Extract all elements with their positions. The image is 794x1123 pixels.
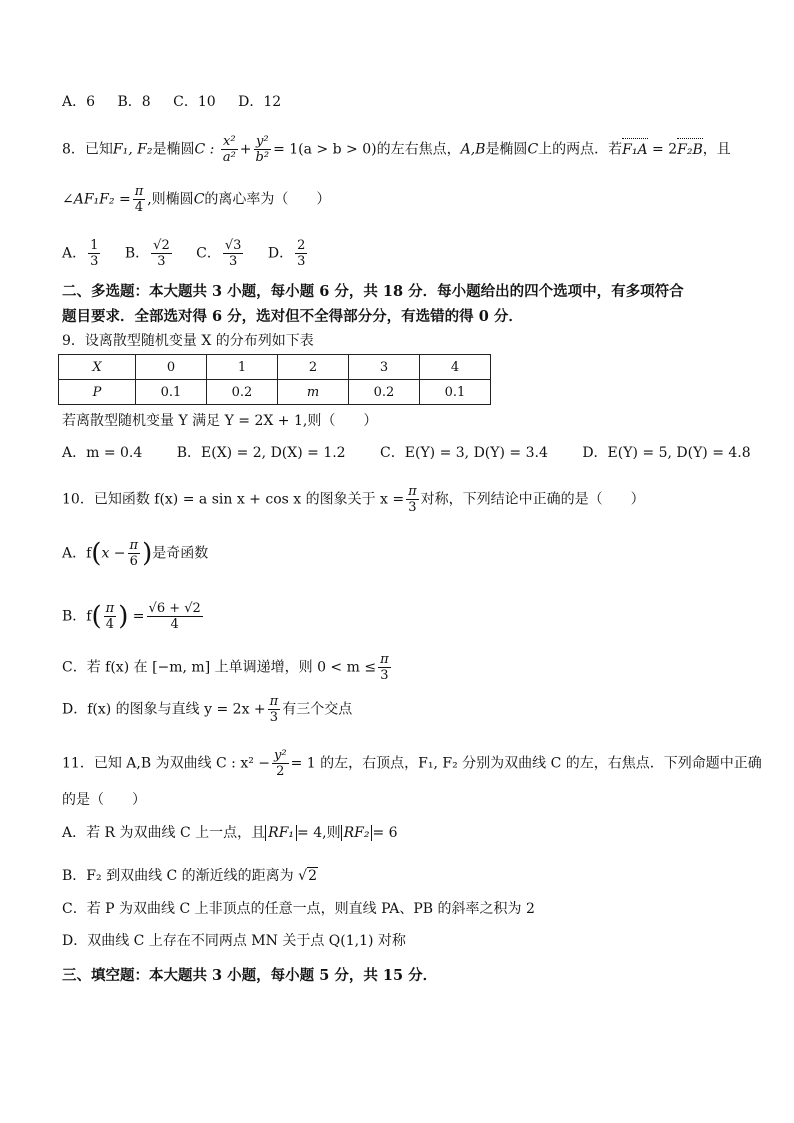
q7-option-a: A．6 [62,94,96,110]
q11-stem-line1 [62,748,762,779]
q11-option-d: D．双曲线 C 上存在不同两点 MN 关于点 Q(1,1) 对称 [62,933,406,949]
table-cell: 0 [136,355,207,380]
q7-options [62,92,281,112]
q8-vector-f1a: F₁A [622,141,648,158]
table-row [59,380,491,405]
q11-two: 2 [276,764,285,779]
q10-b-pre: B．f [62,608,92,625]
q8-option-a-frac [88,238,100,269]
q8-text-b: 的左右焦点， [376,141,461,158]
table-cell: 4 [420,355,491,380]
q9-stem: 9．设离散型随机变量 X 的分布列如下表 [62,333,314,349]
q11-stem-line2: 的是（ ） [62,792,146,808]
q9-option-c: C．E(Y) = 3, D(Y) = 3.4 [380,445,548,461]
q8-ab: A,B [460,141,486,158]
q8-stem-line1: 8．已知F₁, F₂是椭圆C : $\frac{\text{x²}}{\text{a²}}$ + $\frac{\text{y²}}{\text{b²}}$ = 1(a > b > 0)的左右焦点，A,B是椭圆C上的两点．若F₁A = 2F₂B，且 [62,134,731,165]
q10-stem [62,484,645,515]
q9-option-b: B．E(X) = 2, D(X) = 1.2 [176,445,346,461]
q10-b-frac [104,601,117,632]
q8-option-d-frac [295,238,307,269]
q8-stem-line2 [62,184,330,215]
q8-angle: ∠AF₁F₂ = [62,191,131,208]
q8-option-b-num: √2 [153,238,170,253]
section2-heading-line1: 二、多选题：本大题共 3 小题，每小题 6 分，共 18 分．每小题给出的四个选项中，有多项符合 [62,283,684,300]
q8-frac-y-num: y² [254,134,272,150]
q10-b-eq: = [128,608,145,625]
q8-vector-f2b: F₂B [677,141,703,158]
q8-text-c: 是椭圆 [485,141,528,158]
section2-heading-line2: 题目要求．全部选对得 6 分，选对但不全得部分分，有选错的得 0 分． [62,308,523,325]
q8-option-b-den: 3 [157,254,166,269]
q10-pi: π [408,484,417,499]
q8-option-c-den: 3 [229,254,238,269]
q11-a-rf1: RF₁ [265,825,297,841]
q10-d-pi: π [269,694,279,709]
table-cell: 0.1 [420,380,491,405]
q9-distribution-table [58,354,491,405]
q8-frac-y [254,134,272,165]
q11-b-pre: B．F₂ 到双曲线 C 的渐近线的距离为 √ [62,868,308,884]
q8-option-a: A． [62,245,87,262]
q8-tail: ，且 [702,141,731,158]
q10-stem-b: 对称，下列结论中正确的是（ ） [420,491,645,508]
q10-option-c [62,652,393,683]
q10-stem-a: 10．已知函数 f(x) = a sin x + cos x 的图象关于 x = [62,491,405,508]
q8-eqv: = 2 [647,141,678,158]
q8-option-b: B． [124,245,150,262]
q8-option-b-frac [151,238,172,269]
q10-c-three: 3 [380,668,389,683]
q10-option-a: A．f(x − $\frac{\pi}{6}$ )是奇函数 [62,538,209,569]
q10-a-post: 是奇函数 [152,545,209,562]
q10-a-frac [128,538,141,569]
q10-d-post: 有三个交点 [282,701,353,718]
q9-options [62,443,751,463]
q11-option-c: C．若 P 为双曲线 C 上非顶点的任意一点，则直线 PA、PB 的斜率之积为 2 [62,901,535,917]
table-cell: 0.1 [136,380,207,405]
q11-frac [272,748,289,779]
q10-d-pre: D．f(x) 的图象与直线 y = 2x + [62,701,266,718]
q11-a-post: = 6 [372,825,398,841]
q8-option-c: C． [196,245,221,262]
q10-three: 3 [408,500,417,515]
q10-d-three: 3 [269,710,279,725]
q8-prefix: 8．已知 [62,141,113,158]
q10-b-result [147,601,203,632]
q8-text-a: 是椭圆 [152,141,195,158]
q10-c-pre: C．若 f(x) 在 [−m, m] 上单调递增，则 0 < m ≤ [62,659,377,676]
q10-a-six: 6 [129,554,138,569]
q10-b-pi: π [105,601,115,616]
q9-option-d: D．E(Y) = 5, D(Y) = 4.8 [582,445,751,461]
q10-b-num: √6 + √2 [148,601,201,616]
q11-a-rf2: RF₂ [341,825,373,841]
q8-frac-x-den: a² [222,150,236,165]
table-cell: 2 [278,355,349,380]
q8-option-d-den: 3 [297,254,306,269]
table-cell: 1 [207,355,278,380]
q8-option-c-num: √3 [224,238,242,253]
q8-option-d-num: 2 [297,238,306,253]
q7-option-b: B．8 [117,94,151,110]
q10-a-pi: π [129,538,139,553]
q8-pi: π [134,184,144,199]
q8-option-a-num: 1 [90,238,99,253]
q11-option-b [62,866,318,886]
q11-stem-a: 11．已知 A,B 为双曲线 C : x² − [62,755,271,772]
q10-d-frac [268,694,281,725]
q8-frac-y-den: b² [255,150,270,165]
table-cell: X [59,355,136,380]
q8-option-d: D． [267,245,294,262]
q10-b-four: 4 [105,617,115,632]
q7-option-d: D．12 [238,94,282,110]
table-cell: 0.2 [349,380,420,405]
q8-line2-tail: ,则椭圆 [147,191,194,208]
q8-text-d: 上的两点．若 [538,141,623,158]
q8-c2: C [193,191,205,208]
q8-options [62,238,309,269]
q9-option-a: A．m = 0.4 [62,445,143,461]
q8-option-c-frac [223,238,244,269]
q8-foci: F₁, F₂ [112,141,153,158]
q8-frac-pi4 [133,184,146,215]
section3-heading: 三、填空题：本大题共 3 小题，每小题 5 分，共 15 分． [62,967,438,984]
q7-option-c: C．10 [173,94,216,110]
q10-c-frac [378,652,391,683]
q10-c-pi: π [380,652,389,667]
table-cell: 0.2 [207,380,278,405]
q8-line2-end: 的离心率为（ ） [204,191,331,208]
table-cell: m [278,380,349,405]
q8-eq-lhs: C : [194,141,219,158]
q10-option-d [62,694,352,725]
q10-frac-pi3 [406,484,419,515]
q8-option-a-den: 3 [90,254,99,269]
q8-c: C [527,141,539,158]
table-cell: 3 [349,355,420,380]
q11-b-rad: 2 [308,868,317,884]
q10-a-pre: A．f [62,545,92,562]
q8-eq-rhs: = 1(a > b > 0) [273,141,377,158]
q10-b-den: 4 [170,617,179,632]
table-row [59,355,491,380]
q11-stem-b: = 1 的左，右顶点，F₁, F₂ 分别为双曲线 C 的左，右焦点．下列命题中正确 [290,755,762,772]
q11-a-pre: A．若 R 为双曲线 C 上一点，且 [62,825,266,841]
q8-frac-x-num: x² [221,134,238,150]
q8-four: 4 [134,200,144,215]
q11-a-mid: = 4,则 [297,825,341,841]
q10-option-b: B．f( $\frac{\pi}{4}$ ) = $\frac{√6 + √2}{4}$ [62,601,201,632]
q8-frac-x [221,134,238,165]
table-cell: P [59,380,136,405]
q11-option-a [62,823,398,843]
q9-stem2: 若离散型随机变量 Y 满足 Y = 2X + 1,则（ ） [62,413,378,429]
q11-y2: y² [274,748,287,763]
q10-a-inner: x − [101,545,126,562]
